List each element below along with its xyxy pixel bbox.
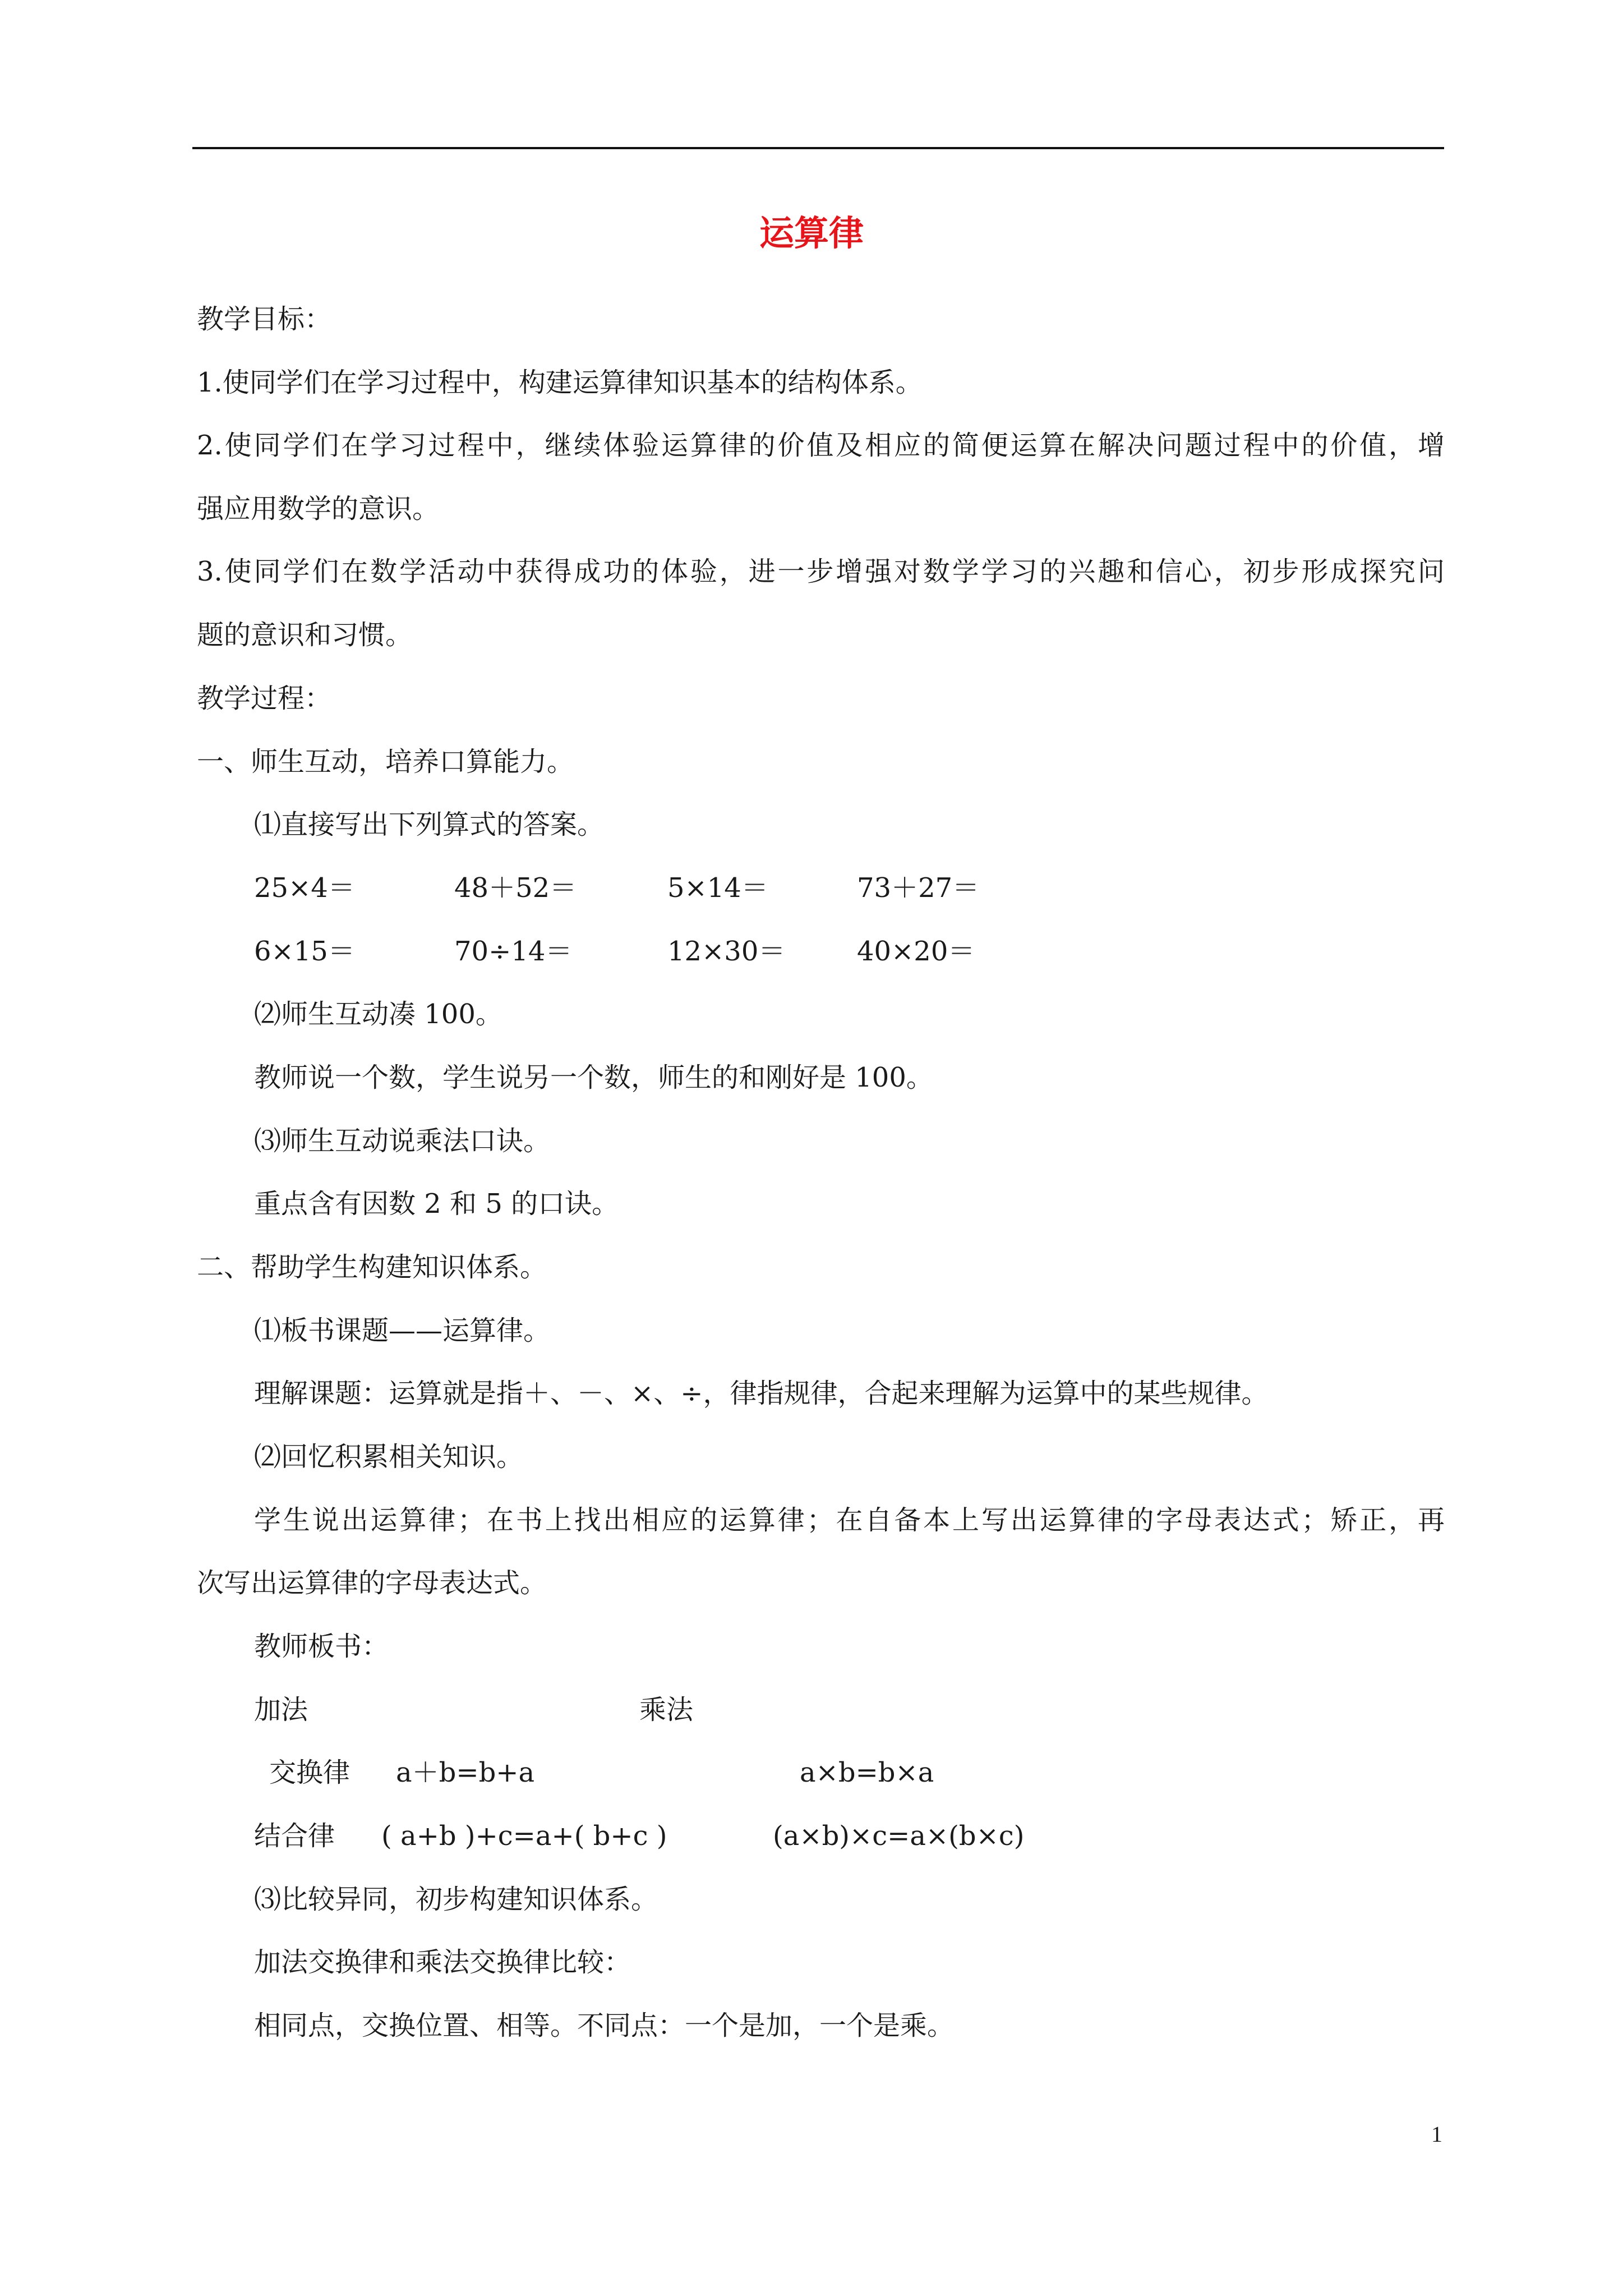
exercise-4: 73＋27＝ (857, 872, 980, 904)
board-commutative-add: a＋b=b+a (396, 1757, 535, 1788)
section-2-title: 二、帮助学生构建知识体系。 (197, 1251, 547, 1283)
board-associative-mul: (a×b)×c=a×(b×c) (773, 1820, 1025, 1852)
section-1-title: 一、师生互动，培养口算能力。 (197, 746, 574, 777)
section-2-step-1-desc: 理解课题：运算就是指＋、－、×、÷，律指规律，合起来理解为运算中的某些规律。 (254, 1378, 1269, 1409)
compare-label: 加法交换律和乘法交换律比较： (254, 1947, 631, 1978)
board-label: 教师板书： (254, 1631, 389, 1662)
section-2-step-2: ⑵回忆积累相关知识。 (254, 1441, 524, 1473)
process-heading: 教学过程： (197, 683, 332, 714)
objective-item-2-cont: 强应用数学的意识。 (197, 493, 440, 524)
section-1-step-3-desc: 重点含有因数 2 和 5 的口诀。 (254, 1188, 619, 1220)
objective-item-3: 3.使同学们在数学活动中获得成功的体验，进一步增强对数学学习的兴趣和信心，初步形成探究问 (197, 556, 1445, 587)
board-commutative-mul: a×b=b×a (800, 1757, 934, 1788)
exercise-6: 70÷14＝ (454, 936, 573, 967)
exercise-2: 48＋52＝ (454, 872, 577, 904)
section-2-step-2-desc: 学生说出运算律；在书上找出相应的运算律；在自备本上写出运算律的字母表达式；矫正，再 (254, 1504, 1445, 1536)
section-1-step-3: ⑶师生互动说乘法口诀。 (254, 1125, 551, 1157)
exercise-7: 12×30＝ (667, 936, 786, 967)
board-row-commutative-label: 交换律 (269, 1757, 351, 1788)
section-1-step-2-desc: 教师说一个数，学生说另一个数，师生的和刚好是 100。 (254, 1062, 933, 1093)
compare-desc: 相同点，交换位置、相等。不同点：一个是加，一个是乘。 (254, 2010, 955, 2041)
board-row-associative-label: 结合律 (254, 1820, 335, 1852)
objective-item-2: 2.使同学们在学习过程中，继续体验运算律的价值及相应的简便运算在解决问题过程中的价值，增 (197, 430, 1445, 461)
objectives-heading: 教学目标： (197, 303, 332, 335)
exercise-1: 25×4＝ (254, 872, 355, 904)
exercise-3: 5×14＝ (667, 872, 768, 904)
board-associative-add: ( a+b )+c=a+( b+c ) (381, 1820, 667, 1852)
page-number: 1 (1431, 2122, 1442, 2147)
exercise-8: 40×20＝ (857, 936, 975, 967)
section-2-step-1: ⑴板书课题——运算律。 (254, 1315, 551, 1346)
board-col-mul: 乘法 (639, 1694, 694, 1726)
board-col-add: 加法 (254, 1694, 308, 1726)
section-1-step-2: ⑵师生互动凑 100。 (254, 999, 502, 1030)
objective-item-1: 1.使同学们在学习过程中，构建运算律知识基本的结构体系。 (197, 367, 923, 398)
page-title: 运算律 (759, 213, 864, 254)
exercise-5: 6×15＝ (254, 936, 355, 967)
section-2-step-3: ⑶比较异同，初步构建知识体系。 (254, 1884, 658, 1915)
header-rule (192, 147, 1444, 149)
section-2-step-2-desc-cont: 次写出运算律的字母表达式。 (197, 1567, 547, 1599)
objective-item-3-cont: 题的意识和习惯。 (197, 619, 413, 651)
section-1-step-1: ⑴直接写出下列算式的答案。 (254, 809, 605, 840)
